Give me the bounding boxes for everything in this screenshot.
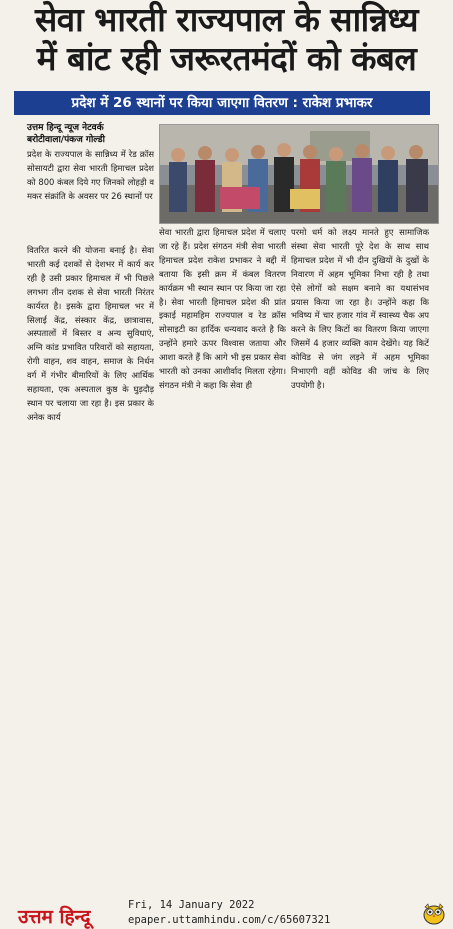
newspaper-logo-text: उत्तम हिन्दू xyxy=(18,906,91,928)
article-photo xyxy=(159,124,439,224)
epaper-url[interactable]: epaper.uttamhindu.com/c/65607321 xyxy=(128,914,331,926)
article-column-3: परमो धर्म को लक्ष्य मानते हुए सामाजिक संस्था सेवा भारती पूरे देश के साथ साथ हिमाचल प्रदेश में भी दीन दुखियों के दुखों के निवारण में अहम भूमिका निभा रही है तथा ऐसे लोगों को सक्षम बनाने का यथासंभव प्रयास किया जा रहा है। उन्होंने कहा कि भविष्य में चार हजार गांव में स्वास्थ्य चैक अप करने के लिए किटों का वितरण किया जाएगा जिसमें 4 हजार व्यक्ति काम देखेंगे। यह किटें कोविड से जंग लड़ने में अहम भूमिका निभाएगी वहीं कोविड की जांच के लिए उपयोगी है। xyxy=(291,227,429,390)
headline-line-1: सेवा भारती राज्यपाल के सान्निध्य xyxy=(34,0,419,39)
group-photo-illustration xyxy=(160,125,438,223)
footer xyxy=(0,448,453,928)
headline-line-2: में बांट रही जरूरतमंदों को कंबल xyxy=(36,39,417,78)
owl-icon xyxy=(421,901,447,925)
byline-location-author: बरोटीवाला/पंकज गोल्डी xyxy=(27,135,105,145)
article-column-2: सेवा भारती द्वारा हिमाचल प्रदेश में चलाए जा रहे हैं। प्रदेश संगठन मंत्री सेवा भारती हिमाचल प्रदेश राकेश प्रभाकर ने बद्दी में बताया कि इसी क्रम में कंबल वितरण कार्यक्रम भी स्थान स्थान पर किया जा रहा है। सेवा भारती हिमाचल प्रदेश की प्रांत इकाई महामहिम राज्यपाल व रेड क्रॉस सोसाइटी का हार्दिक धन्यवाद करते है कि उन्होंने हमारे ऊपर विश्वास जताया और आशा करते हैं कि आगे भी इस प्रकार सेवा भारती को उनका आशीर्वाद मिलता रहेगा। संगठन मंत्री ने कहा कि सेवा ही xyxy=(159,227,286,390)
byline-agency: उत्तम हिन्दू न्यूज नेटवर्क xyxy=(27,123,104,133)
article-column-1-top: प्रदेश के राज्यपाल के सान्निध्य में रेड क्रॉस सोसायटी द्वारा सेवा भारती हिमाचल प्रदेश को 800 कंबल दिये गए जिनको लोहड़ी व मकर संक्रांति के अवसर पर 26 स्थानों पर xyxy=(27,149,154,201)
edition-date: Fri, 14 January 2022 xyxy=(128,899,255,911)
subheadline: प्रदेश में 26 स्थानों पर किया जाएगा वितरण : राकेश प्रभाकर xyxy=(14,91,430,115)
headline xyxy=(0,0,453,78)
newspaper-logo xyxy=(18,903,91,929)
byline xyxy=(27,122,167,146)
article-column-1-bottom: वितरित करने की योजना बनाई है। सेवा भारती कई दशकों से देशभर में कार्य कर रही है उसी प्रकार हिमाचल में भी पिछले लगभग तीन दशक से सेवा भारती निरंतर कार्यरत है। इसके द्वारा हिमाचल भर में सिलाई केंद्र, संस्कार केंद्र, छात्रावास, अस्पतालों में बिस्तर व अन्य सुविधाएं, अग्नि कांड प्रभावित परिवारों को सहायता, रोगी वाहन, शव वाहन, समाज के निर्धन वर्ग में गंभीर बीमारियों के लिए आर्थिक सहायता, एक अस्पताल कुष्ठ के घुड़दौड़ स्थान पर चलाया जा रहा है। इस प्रकार के अनेक कार्य xyxy=(27,245,154,422)
